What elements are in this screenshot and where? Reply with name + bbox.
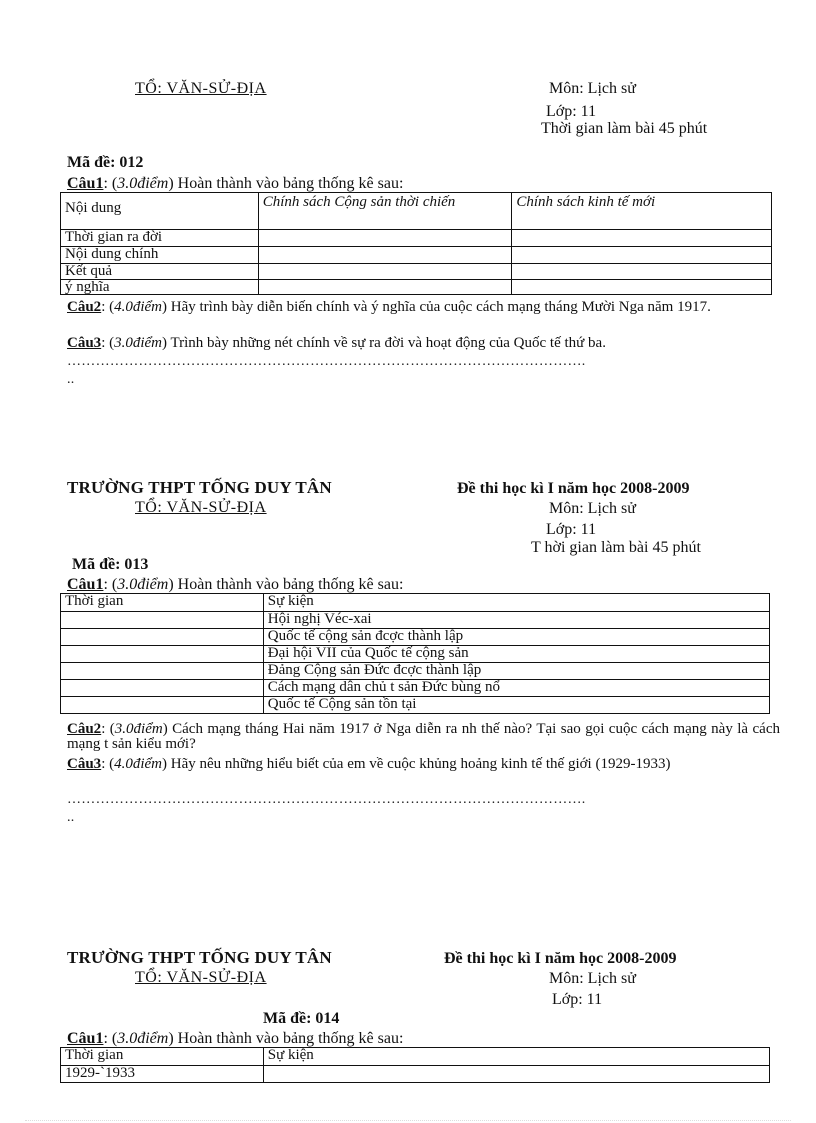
question-label: Câu3 [67, 756, 102, 772]
school-name: TRƯỜNG THPT TỐNG DUY TÂN [67, 478, 332, 497]
table-header-row [61, 193, 772, 230]
table-header-row [61, 1048, 770, 1066]
question-sep: : ( [101, 721, 115, 737]
table-header-cell: Nội dung [61, 193, 259, 230]
table-cell: Thời gian ra đời [61, 230, 259, 247]
table-header-cell: Sự kiện [263, 594, 769, 612]
table-row [61, 663, 770, 680]
question-sep: : ( [103, 576, 118, 593]
question-sep: : ( [103, 175, 118, 192]
table-cell [258, 247, 512, 264]
table-row [61, 612, 770, 629]
table-cell [61, 680, 264, 697]
grade: Lớp: 11 [546, 103, 597, 120]
table-cell: Quốc tế Cộng sản tồn tại [263, 697, 769, 714]
question-1 [67, 175, 403, 193]
exam-code: Mã đề: 012 [67, 154, 144, 171]
table-cell: Kết quả [61, 264, 259, 280]
events-table [60, 593, 770, 714]
table-cell [512, 247, 772, 264]
question-points: 3.0điểm [114, 335, 163, 351]
table-cell: Cách mạng dân chủ t sản Đức bùng nổ [263, 680, 769, 697]
table-row [61, 247, 772, 264]
table-cell [61, 697, 264, 714]
question-points: 3.0điểm [117, 576, 169, 593]
question-text: ) Hoàn thành vào bảng thống kê sau: [168, 175, 404, 192]
exam-code: Mã đề: 014 [263, 1010, 340, 1027]
org-name: TỔ: VĂN-SỬ-ĐỊA [135, 499, 267, 516]
table-cell [263, 1066, 769, 1083]
question-3 [67, 336, 772, 351]
page-bottom-rule [25, 1120, 791, 1121]
question-points: 3.0điểm [117, 175, 169, 192]
question-points: 4.0điểm [114, 756, 163, 772]
question-label: Câu1 [67, 576, 104, 593]
table-row [61, 264, 772, 280]
table-cell [61, 629, 264, 646]
exam-title: Đề thi học kì I năm học 2008-2009 [444, 950, 677, 967]
question-label: Câu2 [67, 721, 102, 737]
subject: Môn: Lịch sử [549, 80, 636, 97]
table-cell: Đảng Cộng sản Đức đcợc thành lập [263, 663, 769, 680]
question-text: ) Hoàn thành vào bảng thống kê sau: [168, 576, 404, 593]
table-cell [61, 646, 264, 663]
table-header-cell: Chính sách kinh tế mới [512, 193, 772, 230]
question-label: Câu3 [67, 335, 102, 351]
question-2 [67, 300, 772, 315]
question-text: ) Cách mạng tháng Hai năm 1917 ở Nga diễn ra nh thế nào? Tại sao gọi cuộc cách mạng này là cách mạng t sản kiểu mới? [67, 721, 780, 752]
answer-dots: ………………………………………………………………………………………………. [67, 354, 586, 369]
table-cell [512, 264, 772, 280]
table-row [61, 1066, 770, 1083]
question-text: ) Hoàn thành vào bảng thống kê sau: [168, 1030, 404, 1047]
table-row [61, 697, 770, 714]
table-header-cell: Thời gian [61, 1048, 264, 1066]
table-cell [61, 612, 264, 629]
question-2 [67, 722, 780, 752]
question-label: Câu1 [67, 1030, 104, 1047]
question-1 [67, 1030, 403, 1048]
duration: Thời gian làm bài 45 phút [541, 120, 708, 137]
question-label: Câu2 [67, 299, 102, 315]
question-sep: : ( [101, 299, 115, 315]
table-header-cell: Sự kiện [263, 1048, 769, 1066]
table-row [61, 230, 772, 247]
question-sep: : ( [101, 335, 115, 351]
table-cell: Đại hội VII của Quốc tế cộng sản [263, 646, 769, 663]
table-cell [512, 280, 772, 295]
table-header-cell: Thời gian [61, 594, 264, 612]
answer-dots: ………………………………………………………………………………………………. [67, 792, 586, 807]
table-cell: 1929-`1933 [61, 1066, 264, 1083]
table-cell [258, 264, 512, 280]
question-1 [67, 576, 403, 594]
table-cell [258, 280, 512, 295]
table-cell: Nội dung chính [61, 247, 259, 264]
table-cell: Quốc tế cộng sản đcợc thành lập [263, 629, 769, 646]
exam-code: Mã đề: 013 [72, 556, 149, 573]
question-3 [67, 757, 780, 772]
question-points: 3.0điểm [114, 721, 163, 737]
grade: Lớp: 11 [546, 521, 597, 538]
table-row [61, 680, 770, 697]
subject: Môn: Lịch sử [549, 970, 636, 987]
exam-title: Đề thi học kì I năm học 2008-2009 [457, 480, 690, 497]
table-row [61, 629, 770, 646]
answer-dots-end: .. [67, 372, 75, 387]
org-name: TỔ: VĂN-SỬ-ĐỊA [135, 80, 267, 97]
school-name: TRƯỜNG THPT TỐNG DUY TÂN [67, 948, 332, 967]
subject: Môn: Lịch sử [549, 500, 636, 517]
grade: Lớp: 11 [552, 991, 603, 1008]
table-cell [61, 663, 264, 680]
table-cell: Hội nghị Véc-xai [263, 612, 769, 629]
question-sep: : ( [101, 756, 115, 772]
table-cell [258, 230, 512, 247]
question-sep: : ( [103, 1030, 118, 1047]
table-header-row [61, 594, 770, 612]
table-row [61, 280, 772, 295]
answer-dots-end: .. [67, 810, 75, 825]
question-text: ) Hãy nêu những hiểu biết của em về cuộc khủng hoảng kinh tế thế giới (1929-1933) [162, 756, 671, 772]
question-text: ) Trình bày những nét chính về sự ra đời và hoạt động của Quốc tế thứ ba. [162, 335, 606, 351]
table-cell [512, 230, 772, 247]
table-row [61, 646, 770, 663]
question-points: 4.0điểm [114, 299, 163, 315]
table-header-cell: Chính sách Cộng sản thời chiến [258, 193, 512, 230]
table-cell: ý nghĩa [61, 280, 259, 295]
question-text: ) Hãy trình bày diễn biến chính và ý nghĩa của cuộc cách mạng tháng Mười Nga năm 1917. [162, 299, 711, 315]
stats-table [60, 192, 772, 295]
question-label: Câu1 [67, 175, 104, 192]
question-points: 3.0điểm [117, 1030, 169, 1047]
events-table [60, 1047, 770, 1083]
duration: T hời gian làm bài 45 phút [531, 539, 701, 556]
org-name: TỔ: VĂN-SỬ-ĐỊA [135, 969, 267, 986]
